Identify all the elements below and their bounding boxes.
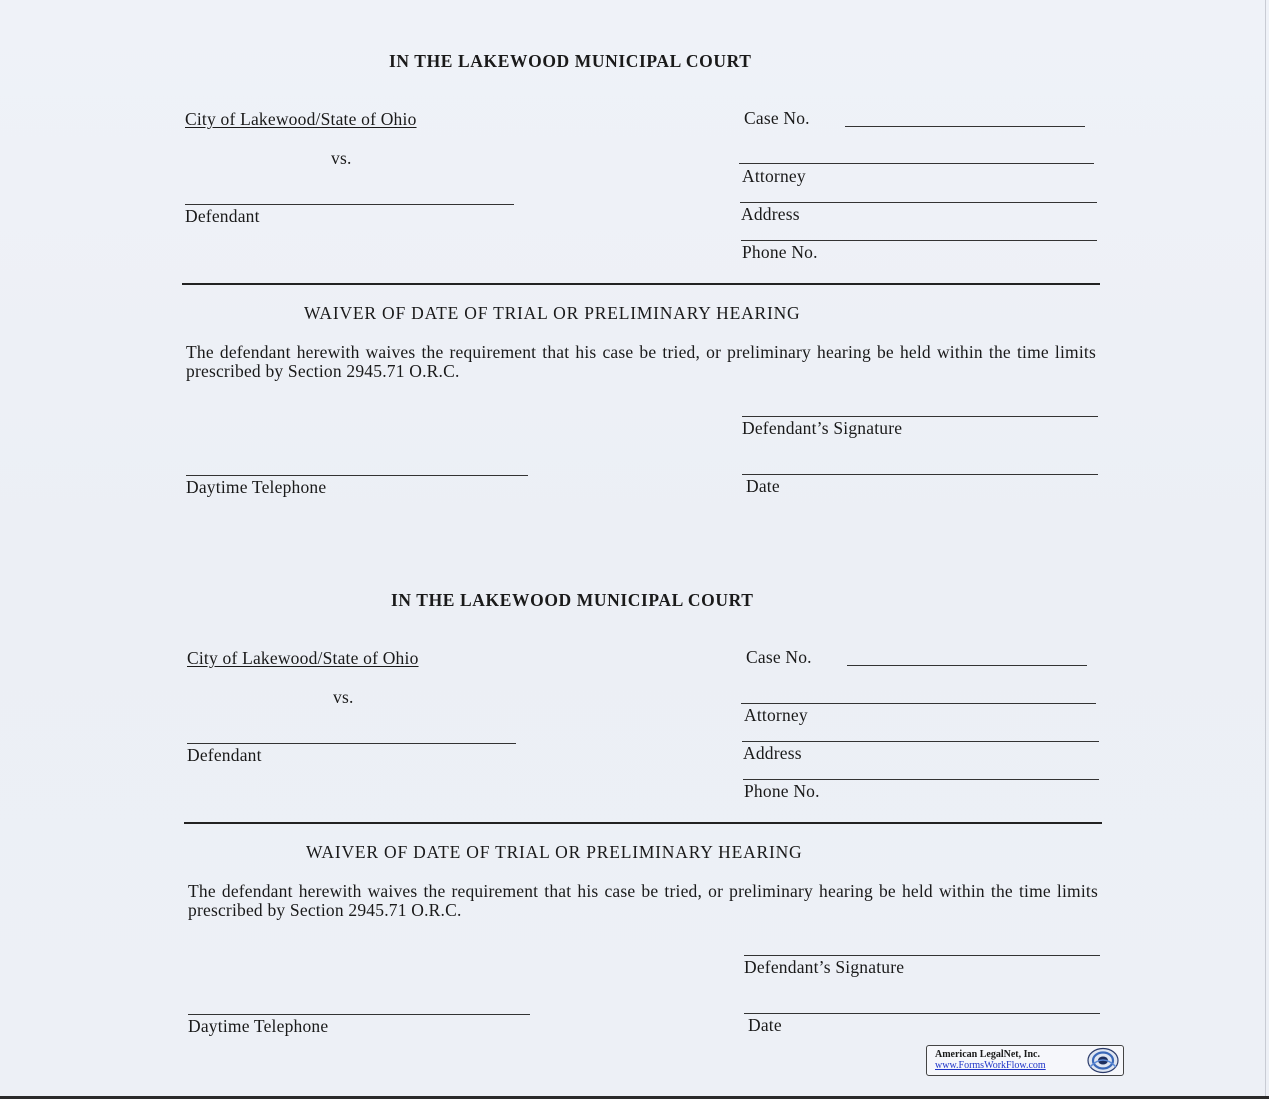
signature-line[interactable] bbox=[742, 416, 1098, 417]
case-no-line[interactable] bbox=[845, 126, 1085, 127]
versus-label: vs. bbox=[333, 687, 354, 707]
case-no-label: Case No. bbox=[746, 647, 812, 667]
plaintiff-caption: City of Lakewood/State of Ohio bbox=[187, 648, 419, 668]
signature-label: Defendant’s Signature bbox=[744, 957, 905, 977]
phone-line[interactable] bbox=[741, 240, 1097, 241]
case-no-line[interactable] bbox=[847, 665, 1087, 666]
address-label: Address bbox=[743, 743, 802, 763]
signature-line[interactable] bbox=[744, 955, 1100, 956]
signature-label: Defendant’s Signature bbox=[742, 418, 903, 438]
court-title: IN THE LAKEWOOD MUNICIPAL COURT bbox=[389, 51, 752, 71]
waiver-title: WAIVER OF DATE OF TRIAL OR PRELIMINARY HEARING bbox=[306, 842, 803, 862]
address-line[interactable] bbox=[742, 741, 1099, 742]
waiver-form-2 bbox=[2, 539, 1269, 1079]
address-label: Address bbox=[741, 204, 800, 224]
defendant-label: Defendant bbox=[185, 206, 260, 226]
stamp-company: American LegalNet, Inc. bbox=[935, 1049, 1040, 1060]
date-label: Date bbox=[748, 1015, 782, 1035]
scan-edge-right bbox=[1265, 0, 1266, 1099]
phone-label: Phone No. bbox=[744, 781, 820, 801]
telephone-line[interactable] bbox=[188, 1014, 530, 1015]
waiver-text: The defendant herewith waives the requirement that his case be tried, or preliminary hearing be held within the time limits prescribed by Section 2945.71 O.R.C. bbox=[186, 342, 1096, 381]
legalnet-stamp[interactable] bbox=[926, 1045, 1124, 1076]
versus-label: vs. bbox=[331, 148, 352, 168]
court-title: IN THE LAKEWOOD MUNICIPAL COURT bbox=[391, 590, 754, 610]
case-no-label: Case No. bbox=[744, 108, 810, 128]
waiver-title: WAIVER OF DATE OF TRIAL OR PRELIMINARY HEARING bbox=[304, 303, 801, 323]
defendant-label: Defendant bbox=[187, 745, 262, 765]
attorney-label: Attorney bbox=[742, 166, 806, 186]
defendant-name-line[interactable] bbox=[187, 743, 516, 744]
defendant-name-line[interactable] bbox=[185, 204, 514, 205]
date-line[interactable] bbox=[744, 1013, 1100, 1014]
waiver-form-1 bbox=[0, 0, 1269, 540]
plaintiff-caption: City of Lakewood/State of Ohio bbox=[185, 109, 417, 129]
date-line[interactable] bbox=[742, 474, 1098, 475]
date-label: Date bbox=[746, 476, 780, 496]
attorney-label: Attorney bbox=[744, 705, 808, 725]
attorney-line[interactable] bbox=[741, 703, 1096, 704]
phone-label: Phone No. bbox=[742, 242, 818, 262]
phone-line[interactable] bbox=[743, 779, 1099, 780]
telephone-label: Daytime Telephone bbox=[188, 1016, 329, 1036]
address-line[interactable] bbox=[740, 202, 1097, 203]
attorney-line[interactable] bbox=[739, 163, 1094, 164]
section-divider bbox=[184, 822, 1102, 824]
legalnet-logo-icon bbox=[1086, 1047, 1120, 1074]
section-divider bbox=[182, 283, 1100, 285]
telephone-line[interactable] bbox=[186, 475, 528, 476]
stamp-url-link[interactable]: www.FormsWorkFlow.com bbox=[935, 1060, 1046, 1071]
telephone-label: Daytime Telephone bbox=[186, 477, 327, 497]
waiver-text: The defendant herewith waives the requirement that his case be tried, or preliminary hearing be held within the time limits prescribed by Section 2945.71 O.R.C. bbox=[188, 881, 1098, 920]
